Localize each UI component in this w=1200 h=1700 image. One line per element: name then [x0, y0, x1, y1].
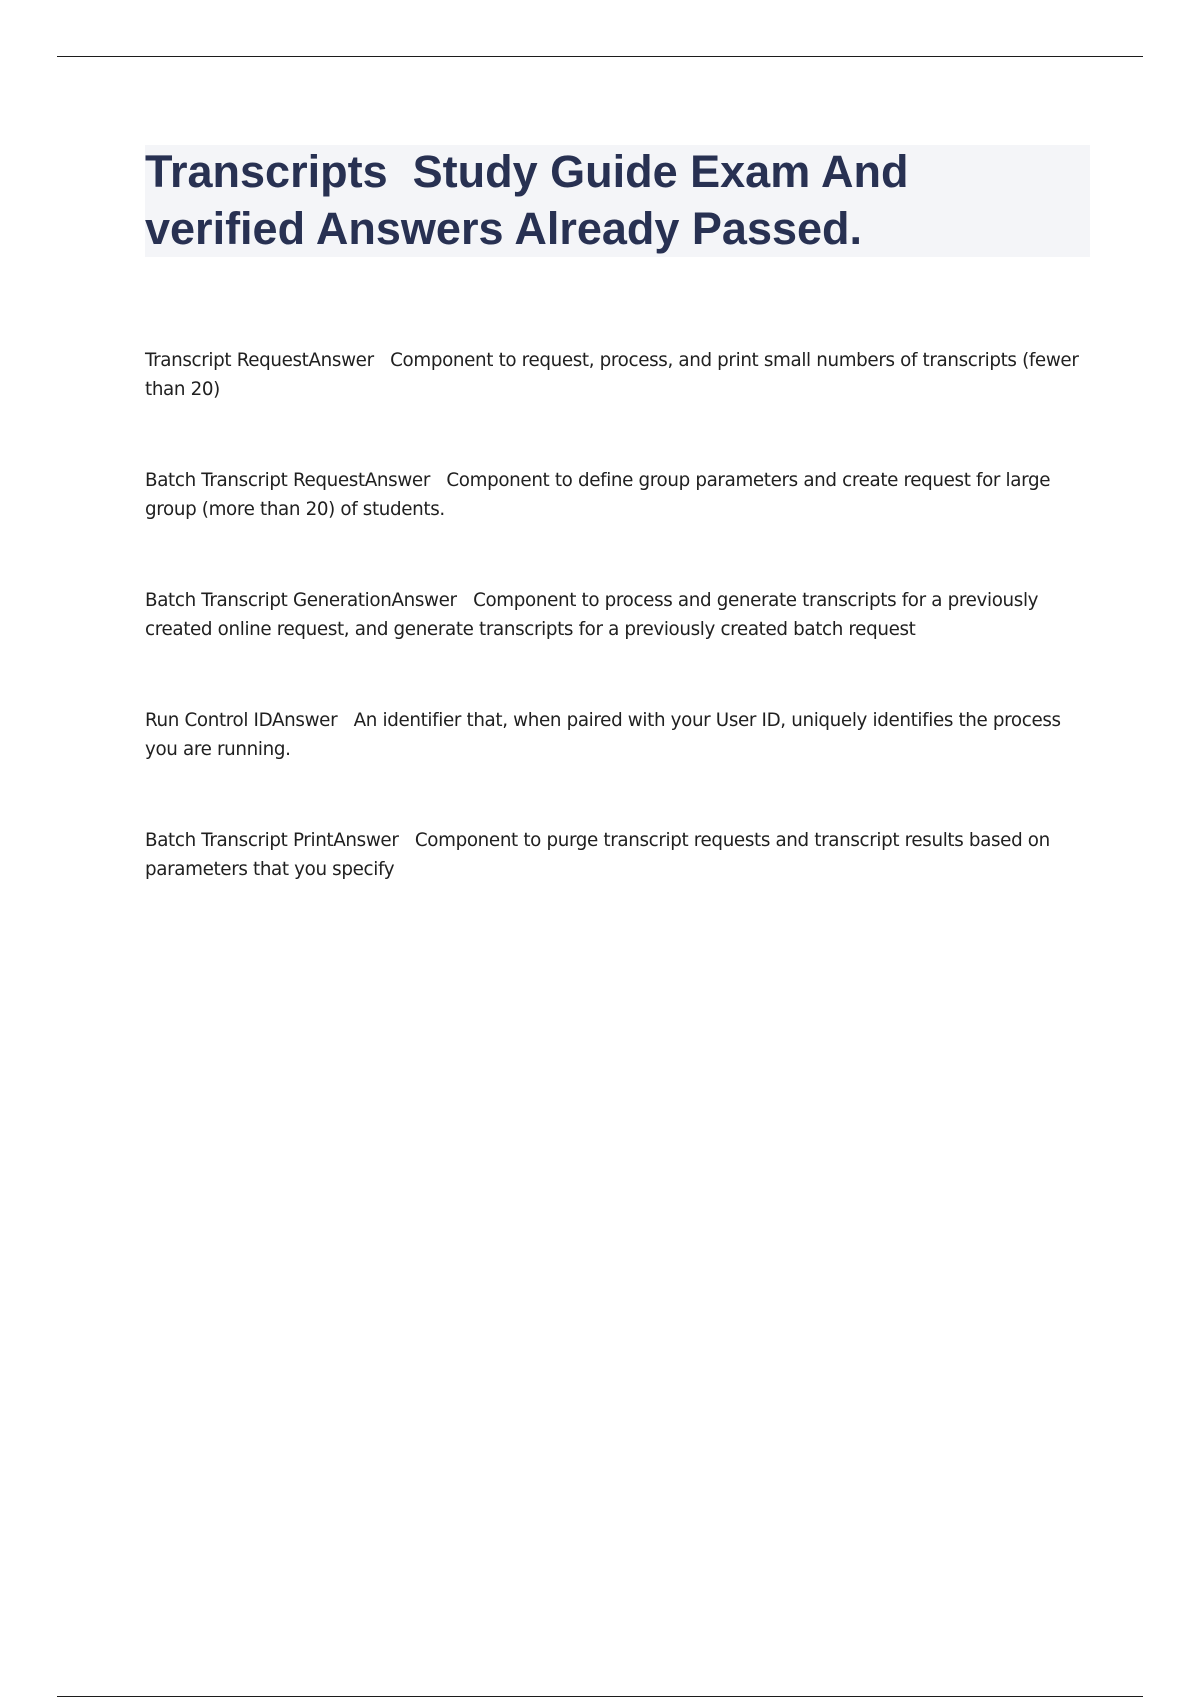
qa-answer-marker: Answer [364, 470, 430, 491]
header-rule [57, 56, 1143, 57]
qa-definition: Component to process and generate transcripts for a previously created online request, and generate transcripts for a previously created batch request [145, 590, 1044, 640]
qa-item [145, 346, 1090, 466]
qa-term: Transcript Request [145, 350, 309, 371]
qa-definition: Component to request, process, and print small numbers of transcripts (fewer than 20) [145, 350, 1084, 400]
footer-rule [57, 1696, 1143, 1697]
qa-term: Batch Transcript Print [145, 830, 334, 851]
qa-answer-marker: Answer [333, 830, 399, 851]
qa-definition: An identifier that, when paired with your User ID, uniquely identifies the process you are running. [145, 710, 1067, 760]
qa-item [145, 586, 1090, 706]
qa-term: Batch Transcript Generation [145, 590, 392, 611]
qa-item [145, 466, 1090, 586]
qa-answer-marker: Answer [391, 590, 457, 611]
document-title: Transcripts Study Guide Exam And verified Answers Already Passed. [145, 146, 909, 254]
qa-answer-marker: Answer [308, 350, 374, 371]
qa-answer-marker: Answer [272, 710, 338, 731]
qa-term: Batch Transcript Request [145, 470, 365, 491]
qa-list [145, 346, 1090, 946]
qa-item [145, 706, 1090, 826]
qa-definition: Component to define group parameters and create request for large group (more than 20) of students. [145, 470, 1056, 520]
qa-definition: Component to purge transcript requests and transcript results based on parameters that you specify [145, 830, 1056, 880]
qa-item [145, 826, 1090, 946]
qa-term: Run Control ID [145, 710, 273, 731]
